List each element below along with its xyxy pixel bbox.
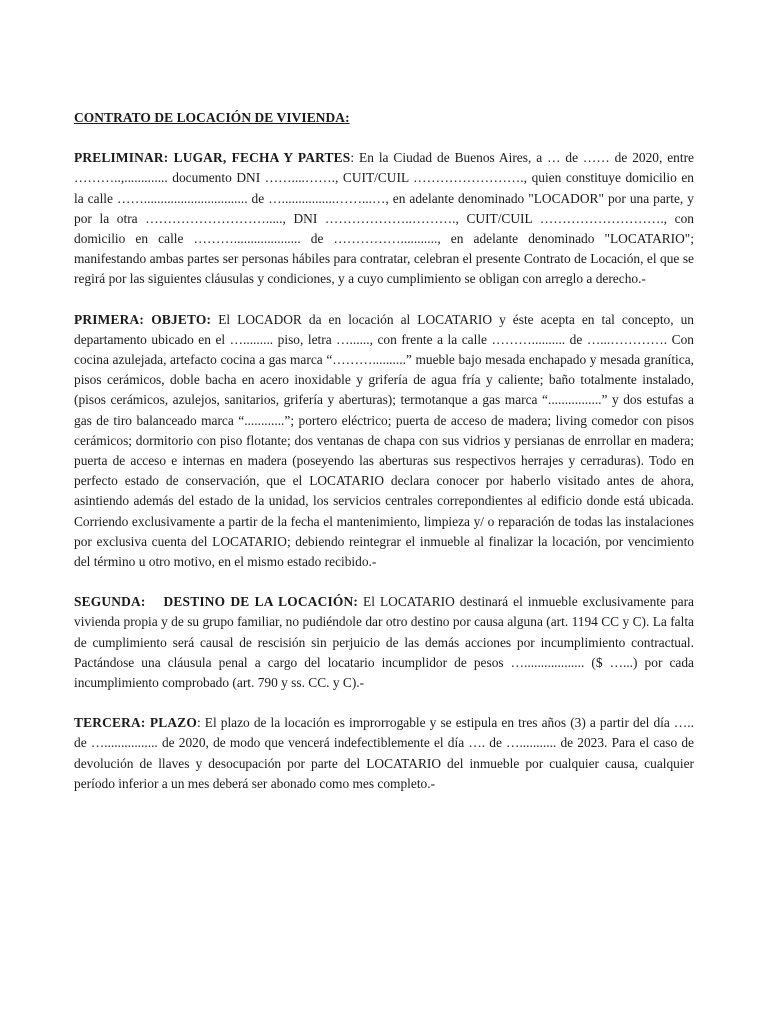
clause-preliminar bbox=[74, 148, 694, 289]
clause-heading-tercera: TERCERA: PLAZO bbox=[74, 715, 197, 731]
title-colon: : bbox=[345, 110, 350, 125]
clause-text-primera: El LOCADOR da en locación al LOCATARIO y éste acepta en tal concepto, un departamento ubicado en el …......... piso, letra …......, con frente a la calle ……….......... de …...…………. Con cocina azulejada, artefacto cocina a gas marca “………..........” mueble bajo mesada enchapado y mesada granítica, pisos cerámicos, doble bacha en acero inoxidable y grifería de agua fría y caliente; baño totalmente instalado, (pisos cerámicos, azulejos, sanitarios, grifería y aberturas); termotanque a gas marca “................” y dos estufas a gas de tiro balanceado marca “............”; portero eléctrico; puerta de acceso de madera; living comedor con pisos cerámicos; dormitorio con piso flotante; dos ventanas de chapa con sus vidrios y persianas de enrrollar en madera; puerta de acceso e internas en madera (poseyendo las aberturas sus respectivos herrajes y cerraduras). Todo en perfecto estado de conservación, que el LOCATARIO declara conocer por haberlo visitado antes de ahora, asintiendo además del estado de la unidad, los servicios centrales correpondientes al edificio donde está ubicada. Corriendo exclusivamente a partir de la fecha el mantenimiento, limpieza y/ o reparación de todas las instalaciones por exclusiva cuenta del LOCATARIO; debiendo reintegrar el inmueble al finalizar la locación, por vencimiento del término u otro motivo, en el mismo estado recibido.- bbox=[74, 311, 694, 570]
clause-segunda bbox=[74, 592, 694, 693]
document-title bbox=[74, 108, 694, 128]
clause-heading-segunda: SEGUNDA: bbox=[74, 594, 146, 610]
title-text: CONTRATO DE LOCACIÓN DE VIVIENDA bbox=[74, 110, 346, 125]
clause-subheading-segunda: DESTINO DE LA LOCACIÓN: bbox=[163, 594, 359, 610]
clause-text-preliminar: : En la Ciudad de Buenos Aires, a … de …… de 2020, entre ………..,............. documento DNI ……....……., CUIT/CUIL ……………………., quien constituye domicilio en la calle ……............................... de …................……...…, en adelante denominado "LOCADOR" por una parte, y por la otra ………………………....., DNI ………………..………., CUIT/CUIL ………………………., con domicilio en calle ……….................... de ……………..........., en adelante denominado "LOCATARIO"; manifestando ambas partes ser personas hábiles para contratar, celebran el presente Contrato de Locación, el que se regirá por las siguientes cláusulas y condiciones, y a cuyo cumplimiento se obligan con arreglo a derecho.- bbox=[74, 150, 695, 287]
clause-primera bbox=[74, 310, 694, 573]
clause-text-tercera: : El plazo de la locación es improrrogable y se estipula en tres años (3) a partir del día ….. de …................ de 2020, de modo que vencerá indefectiblemente el día …. de …........... de 2023. Para el caso de devolución de llaves y desocupación por parte del LOCATARIO del inmueble por cualquier causa, cualquier período inferior a un mes deberá ser abonado como mes completo.- bbox=[74, 715, 694, 791]
document-page bbox=[74, 108, 694, 814]
clause-text-segunda: El LOCATARIO destinará el inmueble exclusivamente para vivienda propia y de su grupo familiar, no pudiéndole dar otro destino por causa alguna (art. 1194 CC y C). La falta de cumplimiento será causal de rescisión sin perjuicio de las demás acciones por incumplimiento contractual. Pactándose una cláusula penal a cargo del locatario incumplidor de pesos ….................. ($ …...) por cada incumplimiento comprobado (art. 790 y ss. CC. y C).- bbox=[74, 594, 694, 691]
clause-tercera bbox=[74, 713, 694, 794]
clause-heading-preliminar: PRELIMINAR: LUGAR, FECHA Y PARTES bbox=[74, 150, 351, 166]
clause-heading-primera: PRIMERA: OBJETO: bbox=[74, 311, 212, 327]
